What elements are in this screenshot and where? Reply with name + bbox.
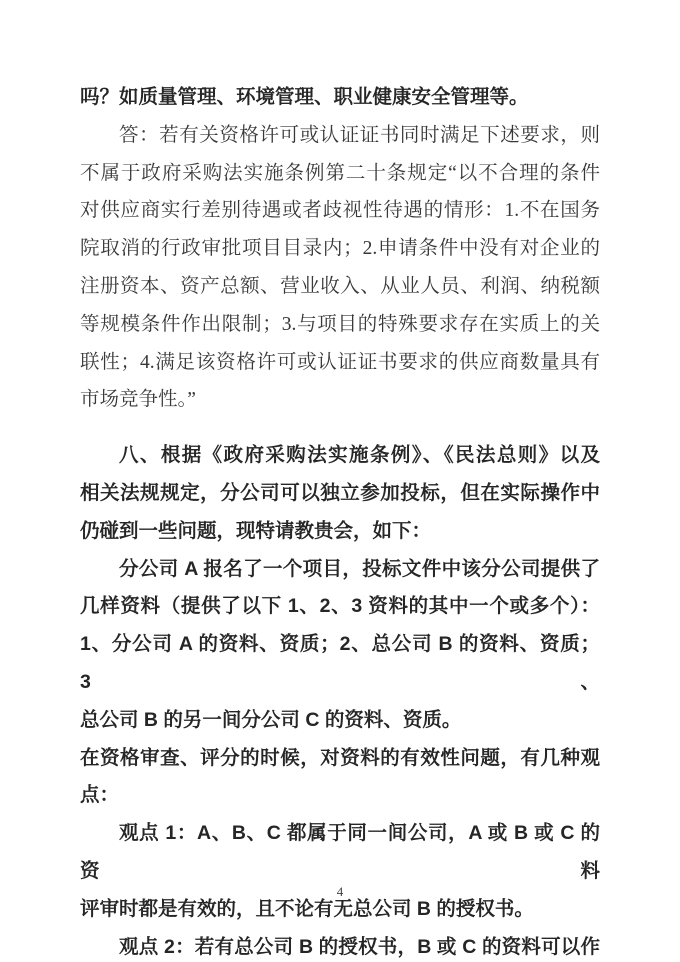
text-line: 评审时都是有效的，且不论有无总公司 B 的授权书。	[80, 897, 534, 920]
text-line: 总公司 B 的另一间分公司 C 的资料、资质。	[80, 708, 462, 731]
text-line: 联性；4.满足该资格许可或认证证书要求的供应商数量具有	[80, 351, 600, 373]
paragraph-review-context	[80, 740, 600, 816]
text-line: 注册资本、资产总额、营业收入、从业人员、利润、纳税额	[80, 275, 600, 297]
text-line: 吗？如质量管理、环境管理、职业健康安全管理等。	[80, 86, 529, 108]
text-line: 分公司 A 报名了一个项目，投标文件中该分公司提供了	[119, 557, 600, 580]
text-line: 1、分公司 A 的资料、资质；2、总公司 B 的资料、资质；3、	[80, 633, 600, 693]
paragraph-viewpoint-2	[80, 929, 600, 962]
text-line: 相关法规规定，分公司可以独立参加投标，但在实际操作中	[80, 481, 600, 504]
page-number: 4	[336, 884, 344, 899]
text-line: 院取消的行政审批项目目录内；2.申请条件中没有对企业的	[80, 238, 600, 260]
text-line: 在资格审查、评分的时候，对资料的有效性问题，有几种观	[80, 746, 600, 769]
text-line: 等规模条件作出限制；3.与项目的特殊要求存在实质上的关	[80, 313, 600, 335]
text-line: 几样资料（提供了以下 1、2、3 资料的其中一个或多个）：	[80, 595, 600, 618]
paragraph-carryover	[80, 79, 600, 117]
text-line: 仍碰到一些问题，现特请教贵会，如下：	[80, 519, 432, 542]
text-line: 不属于政府采购法实施条例第二十条规定“以不合理的条件	[80, 162, 600, 184]
paragraph-viewpoint-1	[80, 815, 600, 928]
text-line: 对供应商实行差别待遇或者歧视性待遇的情形：1.不在国务	[80, 200, 600, 222]
text-line: 八、根据《政府采购法实施条例》、《民法总则》以及	[119, 444, 600, 467]
section-gap	[80, 419, 600, 437]
paragraph-question8-intro	[80, 437, 600, 550]
paragraph-answer	[80, 117, 600, 419]
text-line: 观点 2：若有总公司 B 的授权书，B 或 C 的资料可以作	[119, 935, 600, 958]
text-line: 点：	[80, 784, 120, 807]
text-line: 答：若有关资格许可或认证证书同时满足下述要求，则	[119, 124, 600, 146]
text-line: 市场竞争性。”	[80, 389, 196, 411]
page-content	[80, 79, 600, 962]
paragraph-question8-scenario	[80, 551, 600, 740]
text-line: 观点 1：A、B、C 都属于同一间公司，A 或 B 或 C 的资料	[80, 822, 600, 882]
